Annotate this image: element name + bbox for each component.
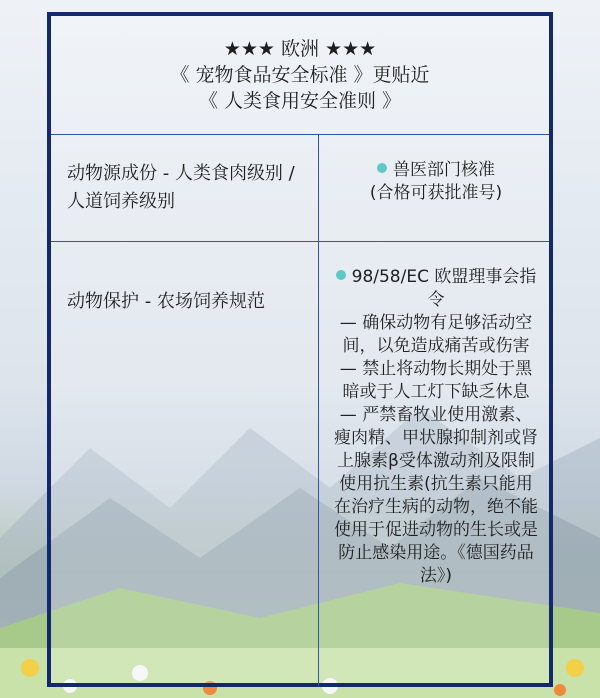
row-2-detail-cell bbox=[319, 266, 553, 588]
row-1-detail-text: (合格可获批准号) bbox=[369, 183, 503, 203]
bullet-dot-icon bbox=[377, 163, 387, 173]
row-2-detail-2: — 禁止将动物长期处于黑暗或于人工灯下缺乏休息 bbox=[339, 359, 533, 402]
row-2-label: 动物保护 - 农场饲养规范 bbox=[67, 291, 265, 312]
row-1-detail-cell bbox=[319, 159, 553, 205]
table-header bbox=[51, 16, 549, 135]
standards-table-frame bbox=[47, 12, 553, 687]
row-1-bullet-text: 兽医部门核准 bbox=[393, 160, 495, 180]
bullet-dot-icon bbox=[336, 270, 346, 280]
row-2-detail-3: — 严禁畜牧业使用激素、瘦肉精、甲状腺抑制剂或肾上腺素β受体激动剂及限制使用抗生素(抗生素只能用在治疗生病的动物，绝不能使用于促进动物的生长或是防止感染用途。《德国药品法》) bbox=[334, 405, 538, 586]
row-2-label-cell bbox=[51, 282, 318, 322]
header-subtitle-2: 《 人类食用安全准则 》 bbox=[198, 90, 402, 112]
header-title: ★★★ 欧洲 ★★★ bbox=[223, 38, 377, 60]
header-subtitle: 《 宠物食品安全标准 》更贴近 bbox=[170, 64, 430, 86]
row-1-label-cell bbox=[51, 134, 318, 241]
row-2-detail-1: — 确保动物有足够活动空间，以免造成痛苦或伤害 bbox=[339, 313, 533, 356]
row-1-label: 动物源成份 - 人类食肉级别 / 人道饲养级别 bbox=[67, 162, 295, 212]
row-2-bullet-text: 98/58/EC 欧盟理事会指令 bbox=[351, 267, 537, 310]
